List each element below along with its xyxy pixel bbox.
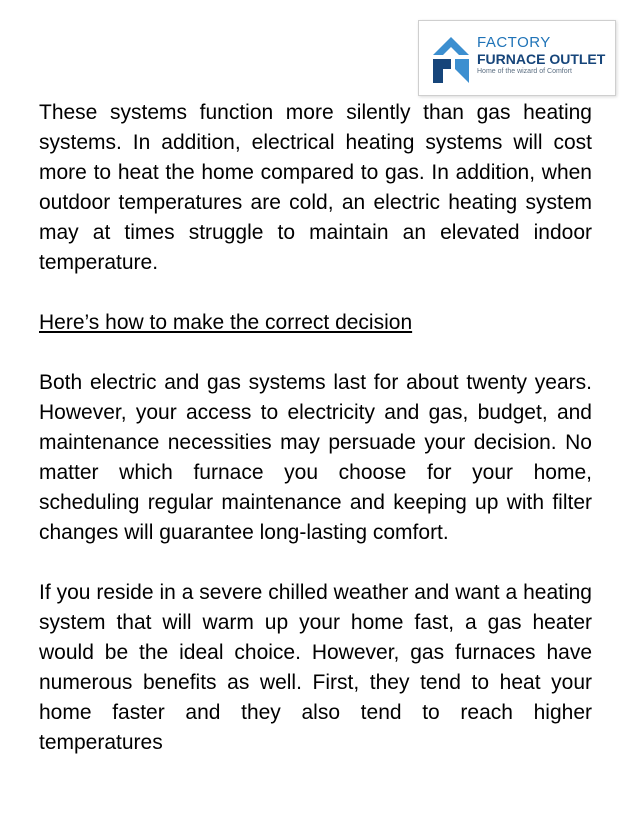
document-body	[39, 98, 592, 788]
paragraph-electric-heating: These systems function more silently than gas heating systems. In addition, electrical heating systems will cost more to heat the home compared to gas. In addition, when outdoor temperatures are cold, an electric heating system may at times struggle to maintain an elevated indoor temperature.	[39, 101, 592, 274]
section-heading: Here’s how to make the correct decision	[39, 311, 413, 334]
logo-tagline: Home of the wizard of Comfort	[477, 68, 572, 75]
logo-text-furnace-outlet: FURNACE OUTLET	[477, 51, 606, 67]
factory-furnace-logo-icon	[429, 35, 473, 85]
paragraph-decision: Both electric and gas systems last for about twenty years. However, your access to electricity and gas, budget, and maintenance necessities may persuade your decision. No matter which furnace you choose for your home, scheduling regular maintenance and keeping up with filter changes will guarantee long-lasting comfort.	[39, 371, 592, 544]
company-logo	[418, 20, 616, 96]
paragraph-gas-heater: If you reside in a severe chilled weather and want a heating system that will warm up your home fast, a gas heater would be the ideal choice. However, gas furnaces have numerous benefits as well. First, they tend to heat your home faster and they also tend to reach higher temperatures	[39, 581, 592, 754]
logo-text-factory: FACTORY	[477, 34, 551, 51]
